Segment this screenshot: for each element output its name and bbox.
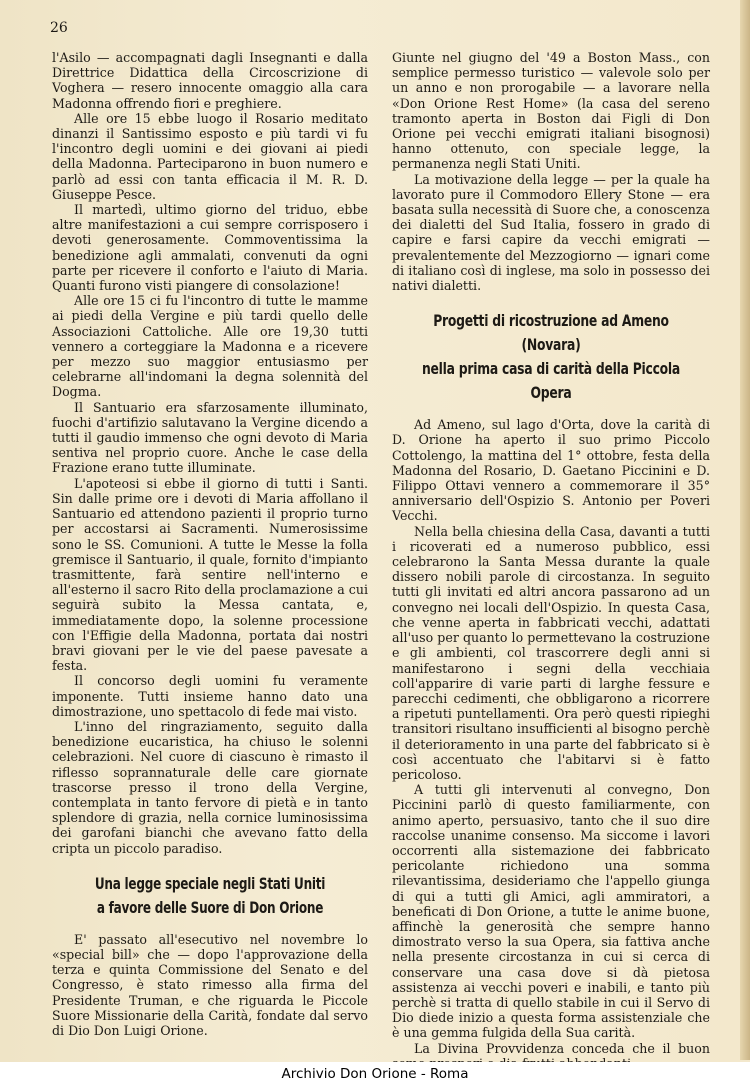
right-column xyxy=(392,50,710,1071)
article-title-line: Progetti di ricostruzione ad Ameno (Novara) xyxy=(433,311,669,355)
page-number: 26 xyxy=(50,20,68,36)
article-title-line: Una legge speciale negli Stati Uniti xyxy=(94,874,326,893)
article-title-ameno xyxy=(402,309,700,405)
paragraph: Il Santuario era sfarzosamente illuminato, fuochi d'artifizio salutavano la Vergine dicendo a tutti il gaudio immenso che ogni devoto di Maria sentiva nel proprio cuore. Anche le case della Frazione erano tutte illuminate. xyxy=(52,399,368,476)
paragraph: Il martedì, ultimo giorno del triduo, ebbe altre manifestazioni a cui sempre corrisposero i devoti generosamente. Commoventissima la benedizione agli ammalati, convenuti da ogni parte per ricevere il conforto e l'aiuto di Maria. Quanti furono visti piangere di consolazione! xyxy=(52,202,368,294)
paragraph: A tutti gli intervenuti al convegno, Don Piccinini parlò di questo familiarmente, con animo aperto, persuasivo, tanto che il suo dire raccolse unanime consenso. Ma siccome i lavori occorrenti alla sistemazione dei fabbricato pericolante richiedono una somma rilevantissima, desideriamo che l'appello giunga di qui a tutti gli Amici, agli ammiratori, a beneficati di Don Orione, a tutte le anime buone, affinchè la generosità che sempre hanno dimostrato verso la sua Opera, sia fattiva anche nella presente circostanza in cui si cerca di conservare una casa dove si dà pietosa assistenza ai vecchi poveri e inabili, e tanto più perchè si tratta di quello stabile in cui il Servo di Dio diede inizio a questa forma assistenziale che è una gemma fulgida della Sua carità. xyxy=(392,782,710,1041)
left-column xyxy=(52,50,368,1038)
paragraph: La Divina Provvidenza conceda che il buon xyxy=(414,1040,710,1056)
footer-text: Archivio Don Orione - Roma xyxy=(281,1066,469,1082)
paragraph: Il concorso degli uomini fu veramente imponente. Tutti insieme hanno dato una dimostrazione, uno spettacolo di fede mai visto. xyxy=(52,673,368,719)
page-edge xyxy=(740,0,750,1060)
paragraph: Alle ore 15 ebbe luogo il Rosario meditato dinanzi il Santissimo esposto e più tardi vi fu l'incontro degli uomini e dei giovani ai piedi della Madonna. Parteciparono in buon numero e parlò ad essi con tanta efficacia il M. R. D. Giuseppe Pesce. xyxy=(52,110,368,202)
paragraph: Alle ore 15 ci fu l'incontro di tutte le mamme ai piedi della Vergine e più tardi quello delle Associazioni Cattoliche. Alle ore 19,30 tutti vennero a corteggiare la Madonna e a ricevere per mezzo suo maggior entusiasmo per celebrarne all'indomani la degna solennità del Dogma. xyxy=(52,293,368,400)
paragraph: L'apoteosi si ebbe il giorno di tutti i Santi. Sin dalle prime ore i devoti di Maria affollano il Santuario ed attendono pazienti il proprio turno per accostarsi ai Sacramenti. Numerosissime sono le SS. Comunioni. A tutte le Messe la folla gremisce il Santuario, il quale, fornito d'impianto trasmittente, farà sentire nell'interno e all'esterno il sacro Rito della proclamazione a cui seguirà subito la Messa cantata, e, immediatamente dopo, la solenne processione con l'Effigie della Madonna, portata dai nostri bravi giovani per le vie del paese pavesate a festa. xyxy=(52,475,368,674)
paragraph: l'Asilo — accompagnati dagli Insegnanti e dalla Direttrice Didattica della Circoscrizione di Voghera — resero innocente omaggio alla cara Madonna offrendo fiori e preghiere. xyxy=(52,50,368,111)
paragraph: Giunte nel giugno del '49 a Boston Mass., con semplice permesso turistico — valevole solo per un anno e non prorogabile — a lavorare nella «Don Orione Rest Home» (la casa del sereno tramonto aperta in Boston dai Figli di Don Orione pei vecchi emigrati italiani bisognosi) hanno ottenuto, con speciale legge, la permanenza negli Stati Uniti. xyxy=(392,50,710,172)
paragraph: La motivazione della legge — per la quale ha lavorato pure il Commodoro Ellery Stone — era basata sulla necessità di Suore che, a conoscenza dei dialetti del Sud Italia, fossero in grado di capire e farsi capire da vecchi emigrati — prevalentemente del Mezzogiorno — ignari come di italiano così di inglese, ma solo in possesso dei nativi dialetti. xyxy=(392,171,710,294)
paragraph: L'inno del ringraziamento, seguito dalla benedizione eucaristica, ha chiuso le solenni celebrazioni. Nel cuore di ciascuno è rimasto il riflesso soprannaturale delle care giornate trascorse presso il trono della Vergine, contemplata in tanto fervore di pietà e in tanto splendore di grazia, nella cornice luminosissima dei garofani bianchi che avevano fatto della cripta un piccolo paradiso. xyxy=(52,718,368,856)
archive-footer xyxy=(0,1062,750,1089)
paragraph: Ad Ameno, sul lago d'Orta, dove la carità di D. Orione ha aperto il suo primo Piccolo Cottolengo, la mattina del 1° ottobre, festa della Madonna del Rosario, D. Gaetano Piccinini e D. Filippo Ottavi vennero a commemorare il 35° anniversario dell'Ospizio S. Antonio per Poveri Vecchi. xyxy=(392,417,710,524)
paragraph: E' passato all'esecutivo nel novembre lo «special bill» che — dopo l'approvazione della terza e quinta Commissione del Senato e del Congresso, è stato rimesso alla firma del Presidente Truman, e che riguarda le Piccole Suore Missionarie della Carità, fondate dal servo di Dio Don Luigi Orione. xyxy=(52,931,368,1038)
article-title-line: a favore delle Suore di Don Orione xyxy=(96,898,324,917)
article-title-line: nella prima casa di carità della Piccola Opera xyxy=(421,359,681,403)
article-title-stati-uniti xyxy=(74,872,346,920)
paragraph: Nella bella chiesina della Casa, davanti a tutti i ricoverati ed a numeroso pubblico, essi celebrarono la Santa Messa durante la quale dissero nobili parole di circostanza. In seguito tutti gli invitati ed altri ancora passarono ad un convegno nei locali dell'Ospizio. In questa Casa, che venne aperta in fabbricati vecchi, adattati all'uso per quanto lo permettevano la costruzione e gli ambienti, col trascorrere degli anni si manifestarono i segni della vecchiaia coll'apparire di varie parti di larghe fessure e parecchi cedimenti, che obbligarono a ricorrere a ripetuti puntellamenti. Ora però questi ripieghi transitori risultano insufficienti al bisogno perchè il deterioramento in una parte del fabbricato si è così accentuato che l'abitarvi si è fatto pericoloso. xyxy=(392,523,710,782)
